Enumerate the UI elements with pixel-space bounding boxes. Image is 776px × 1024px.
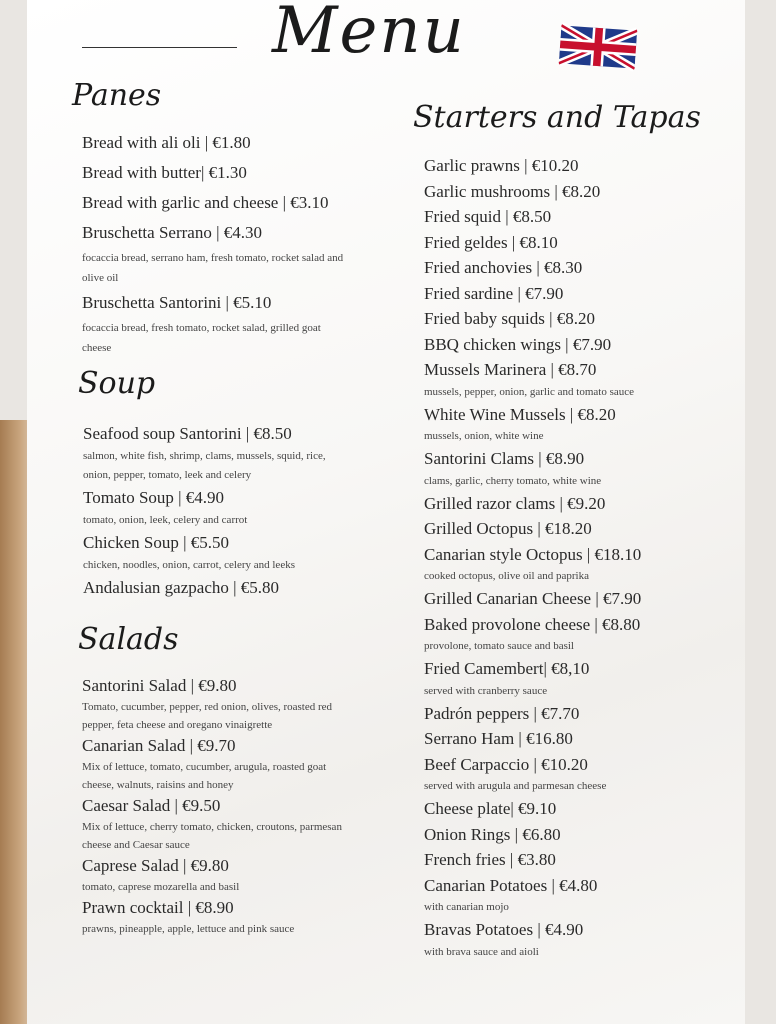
heading-starters: Starters and Tapas	[413, 100, 701, 135]
menu-item: Grilled Canarian Cheese | €7.90	[424, 589, 642, 608]
menu-item: Bravas Potatoes | €4.90	[424, 920, 584, 939]
menu-item-description: served with arugula and parmesan cheese	[424, 780, 607, 792]
menu-item-description: tomato, onion, leek, celery and carrot	[83, 514, 248, 526]
menu-item-description: clams, garlic, cherry tomato, white wine	[424, 474, 602, 487]
menu-item: Fried baby squids | €8.20	[424, 309, 596, 328]
menu-item: Onion Rings | €6.80	[424, 824, 561, 844]
section-panes	[82, 128, 352, 358]
menu-item: White Wine Mussels | €8.20	[424, 404, 616, 424]
menu-item: Grilled razor clams | €9.20	[424, 493, 606, 513]
section-soup	[83, 421, 353, 601]
menu-item: Tomato Soup | €4.90	[83, 488, 225, 507]
menu-item: Garlic prawns | €10.20	[424, 156, 579, 175]
menu-item: Bread with butter| €1.30	[82, 163, 247, 182]
menu-item-description: prawns, pineapple, apple, lettuce and pink sauce	[82, 923, 295, 935]
menu-item: Fried squid | €8.50	[424, 207, 552, 226]
menu-item: Grilled Octopus | €18.20	[424, 519, 592, 538]
menu-item-description: mussels, onion, white wine	[424, 430, 544, 442]
menu-item: Caprese Salad | €9.80	[82, 856, 229, 875]
menu-item-description: tomato, caprese mozarella and basil	[82, 881, 240, 893]
menu-item-description: focaccia bread, fresh tomato, rocket salad, grilled goat cheese	[82, 322, 321, 354]
menu-item-description: Mix of lettuce, tomato, cucumber, arugula, roasted goat cheese, walnuts, raisins and honey	[82, 761, 327, 791]
section-starters	[424, 153, 714, 962]
uk-flag-icon[interactable]	[559, 22, 638, 71]
menu-item: Mussels Marinera | €8.70	[424, 360, 597, 379]
menu-item-description: with brava sauce and aioli	[424, 945, 539, 958]
menu-item: Fried anchovies | €8.30	[424, 258, 583, 277]
menu-item: Santorini Clams | €8.90	[424, 449, 585, 468]
menu-item: Fried sardine | €7.90	[424, 283, 564, 303]
heading-panes: Panes	[72, 78, 162, 113]
menu-item: Canarian Potatoes | €4.80	[424, 875, 598, 895]
menu-item: Canarian Salad | €9.70	[82, 736, 236, 755]
menu-item-description: mussels, pepper, onion, garlic and tomato sauce	[424, 385, 635, 398]
menu-item: French fries | €3.80	[424, 850, 556, 869]
menu-item: Bruschetta Santorini | €5.10	[82, 293, 272, 312]
menu-title: Menu	[272, 0, 466, 68]
menu-item: Bruschetta Serrano | €4.30	[82, 223, 262, 242]
menu-item: BBQ chicken wings | €7.90	[424, 334, 612, 354]
menu-item: Canarian style Octopus | €18.10	[424, 544, 642, 564]
menu-item: Seafood soup Santorini | €8.50	[83, 424, 292, 443]
menu-item: Baked provolone cheese | €8.80	[424, 614, 641, 634]
menu-item: Santorini Salad | €9.80	[82, 676, 237, 695]
menu-item-description: Tomato, cucumber, pepper, red onion, olives, roasted red pepper, feta cheese and oregano vinaigrette	[82, 701, 333, 731]
menu-item: Bread with ali oli | €1.80	[82, 133, 251, 152]
menu-item-description: with canarian mojo	[424, 901, 509, 913]
menu-item: Fried Camembert| €8,10	[424, 659, 590, 678]
menu-item-description: served with cranberry sauce	[424, 684, 548, 697]
menu-item-description: focaccia bread, serrano ham, fresh tomato, rocket salad and olive oil	[82, 252, 344, 284]
menu-item: Beef Carpaccio | €10.20	[424, 754, 588, 774]
heading-salads: Salads	[78, 622, 179, 657]
heading-soup: Soup	[78, 366, 156, 401]
menu-item: Chicken Soup | €5.50	[83, 533, 230, 552]
menu-item: Serrano Ham | €16.80	[424, 729, 573, 748]
title-rule	[82, 47, 237, 48]
menu-item-description: chicken, noodles, onion, carrot, celery and leeks	[83, 559, 295, 571]
menu-item: Andalusian gazpacho | €5.80	[83, 578, 280, 597]
menu-item: Padrón peppers | €7.70	[424, 703, 580, 723]
menu-item: Garlic mushrooms | €8.20	[424, 181, 601, 201]
section-salads	[82, 674, 347, 938]
menu-item-description: salmon, white fish, shrimp, clams, mussels, squid, rice, onion, pepper, tomato, leek and celery	[83, 450, 326, 481]
menu-item: Bread with garlic and cheese | €3.10	[82, 193, 329, 212]
menu-item-description: provolone, tomato sauce and basil	[424, 640, 574, 652]
menu-item-description: cooked octopus, olive oil and paprika	[424, 570, 589, 582]
menu-item: Prawn cocktail | €8.90	[82, 898, 234, 917]
menu-item: Cheese plate| €9.10	[424, 799, 557, 818]
menu-item: Caesar Salad | €9.50	[82, 796, 221, 815]
menu-item: Fried geldes | €8.10	[424, 232, 558, 252]
menu-item-description: Mix of lettuce, cherry tomato, chicken, croutons, parmesan cheese and Caesar sauce	[82, 821, 342, 851]
